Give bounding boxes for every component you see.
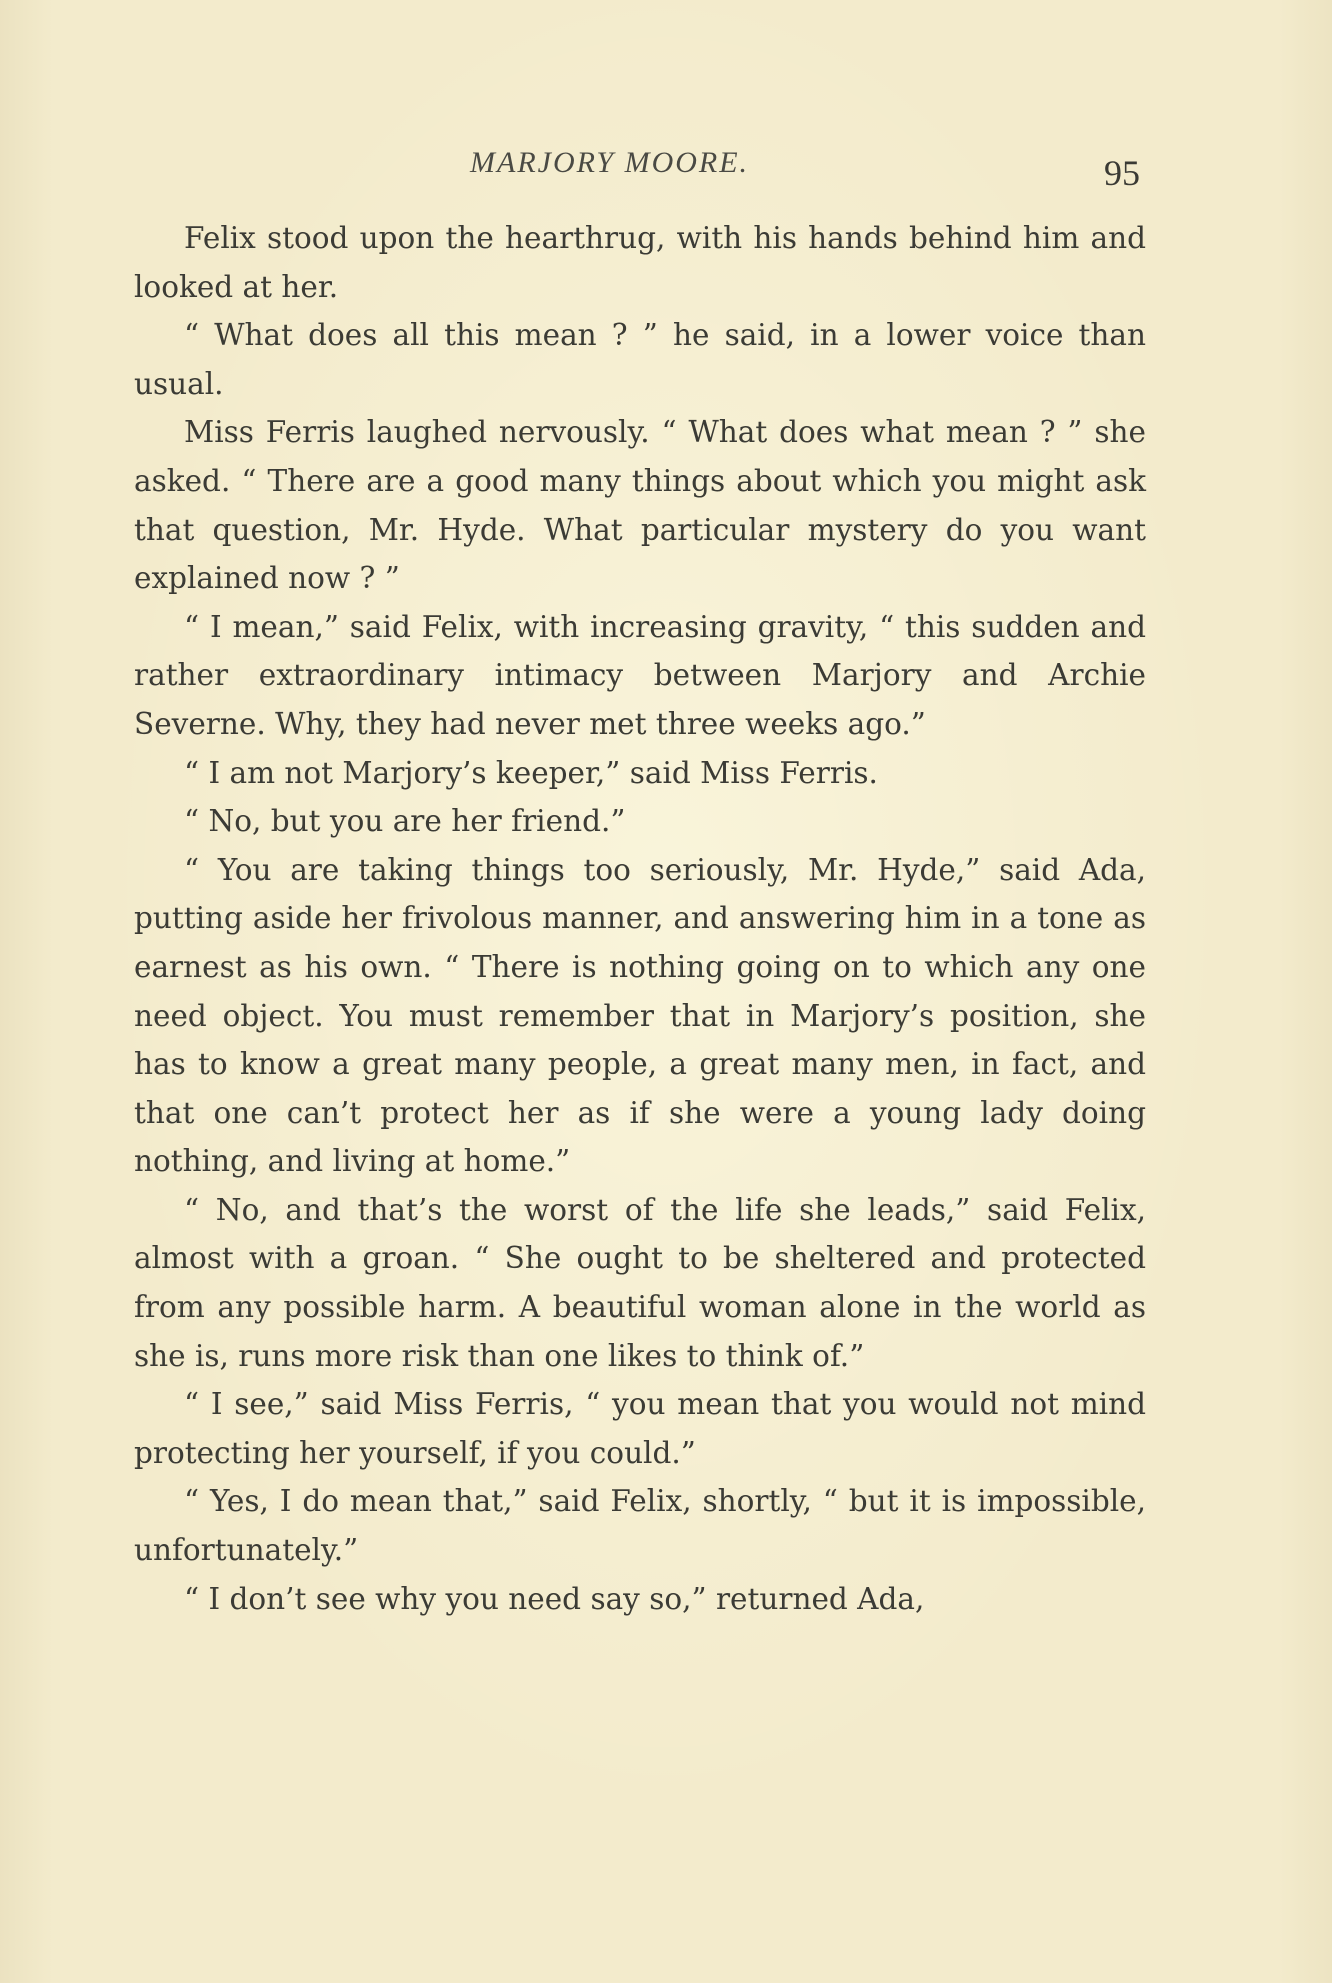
running-head — [0, 138, 1332, 193]
paragraph: “ No, but you are her friend.” — [184, 804, 626, 839]
paragraph: Miss Ferris laughed nervously. “ What does what mean ? ” she asked. “ There are a good many things about which you might ask that question, Mr. Hyde. What particular mystery do you want explained now ? ” — [134, 415, 1146, 596]
paragraph: “ What does all this mean ? ” he said, in a lower voice than usual. — [134, 318, 1146, 401]
paragraph: “ You are taking things too seriously, Mr. Hyde,” said Ada, putting aside her frivolous manner, and answering him in a tone as earnest as his own. “ There is nothing going on to which any one need object. You must remember that in Marjory’s position, she has to know a great many people, a great many men, in fact, and that one can’t protect her as if she were a young lady doing nothing, and living at home.” — [134, 852, 1146, 1179]
body-text — [134, 214, 1146, 1623]
paragraph: Felix stood upon the hearthrug, with his hands behind him and looked at her. — [134, 221, 1146, 304]
paragraph: “ I see,” said Miss Ferris, “ you mean that you would not mind protecting her yourself, if you could.” — [134, 1387, 1146, 1470]
paragraph: “ I mean,” said Felix, with increasing gravity, “ this sudden and rather extraordinary intimacy between Marjory and Archie Severne. Why, they had never met three weeks ago.” — [134, 609, 1146, 741]
paragraph: “ Yes, I do mean that,” said Felix, shortly, “ but it is impossible, unfortunately.” — [134, 1484, 1146, 1568]
paragraph: “ I am not Marjory’s keeper,” said Miss Ferris. — [184, 755, 878, 790]
page-number: 95 — [1104, 153, 1140, 193]
paragraph: “ No, and that’s the worst of the life she leads,” said Felix, almost with a groan. “ She ought to be sheltered and protected from any possible harm. A beautiful woman alone in the world as she is, runs more risk than one likes to think of.” — [134, 1192, 1146, 1373]
paragraph: “ I don’t see why you need say so,” returned Ada, — [184, 1581, 925, 1616]
running-title: MARJORY MOORE. — [470, 146, 750, 179]
